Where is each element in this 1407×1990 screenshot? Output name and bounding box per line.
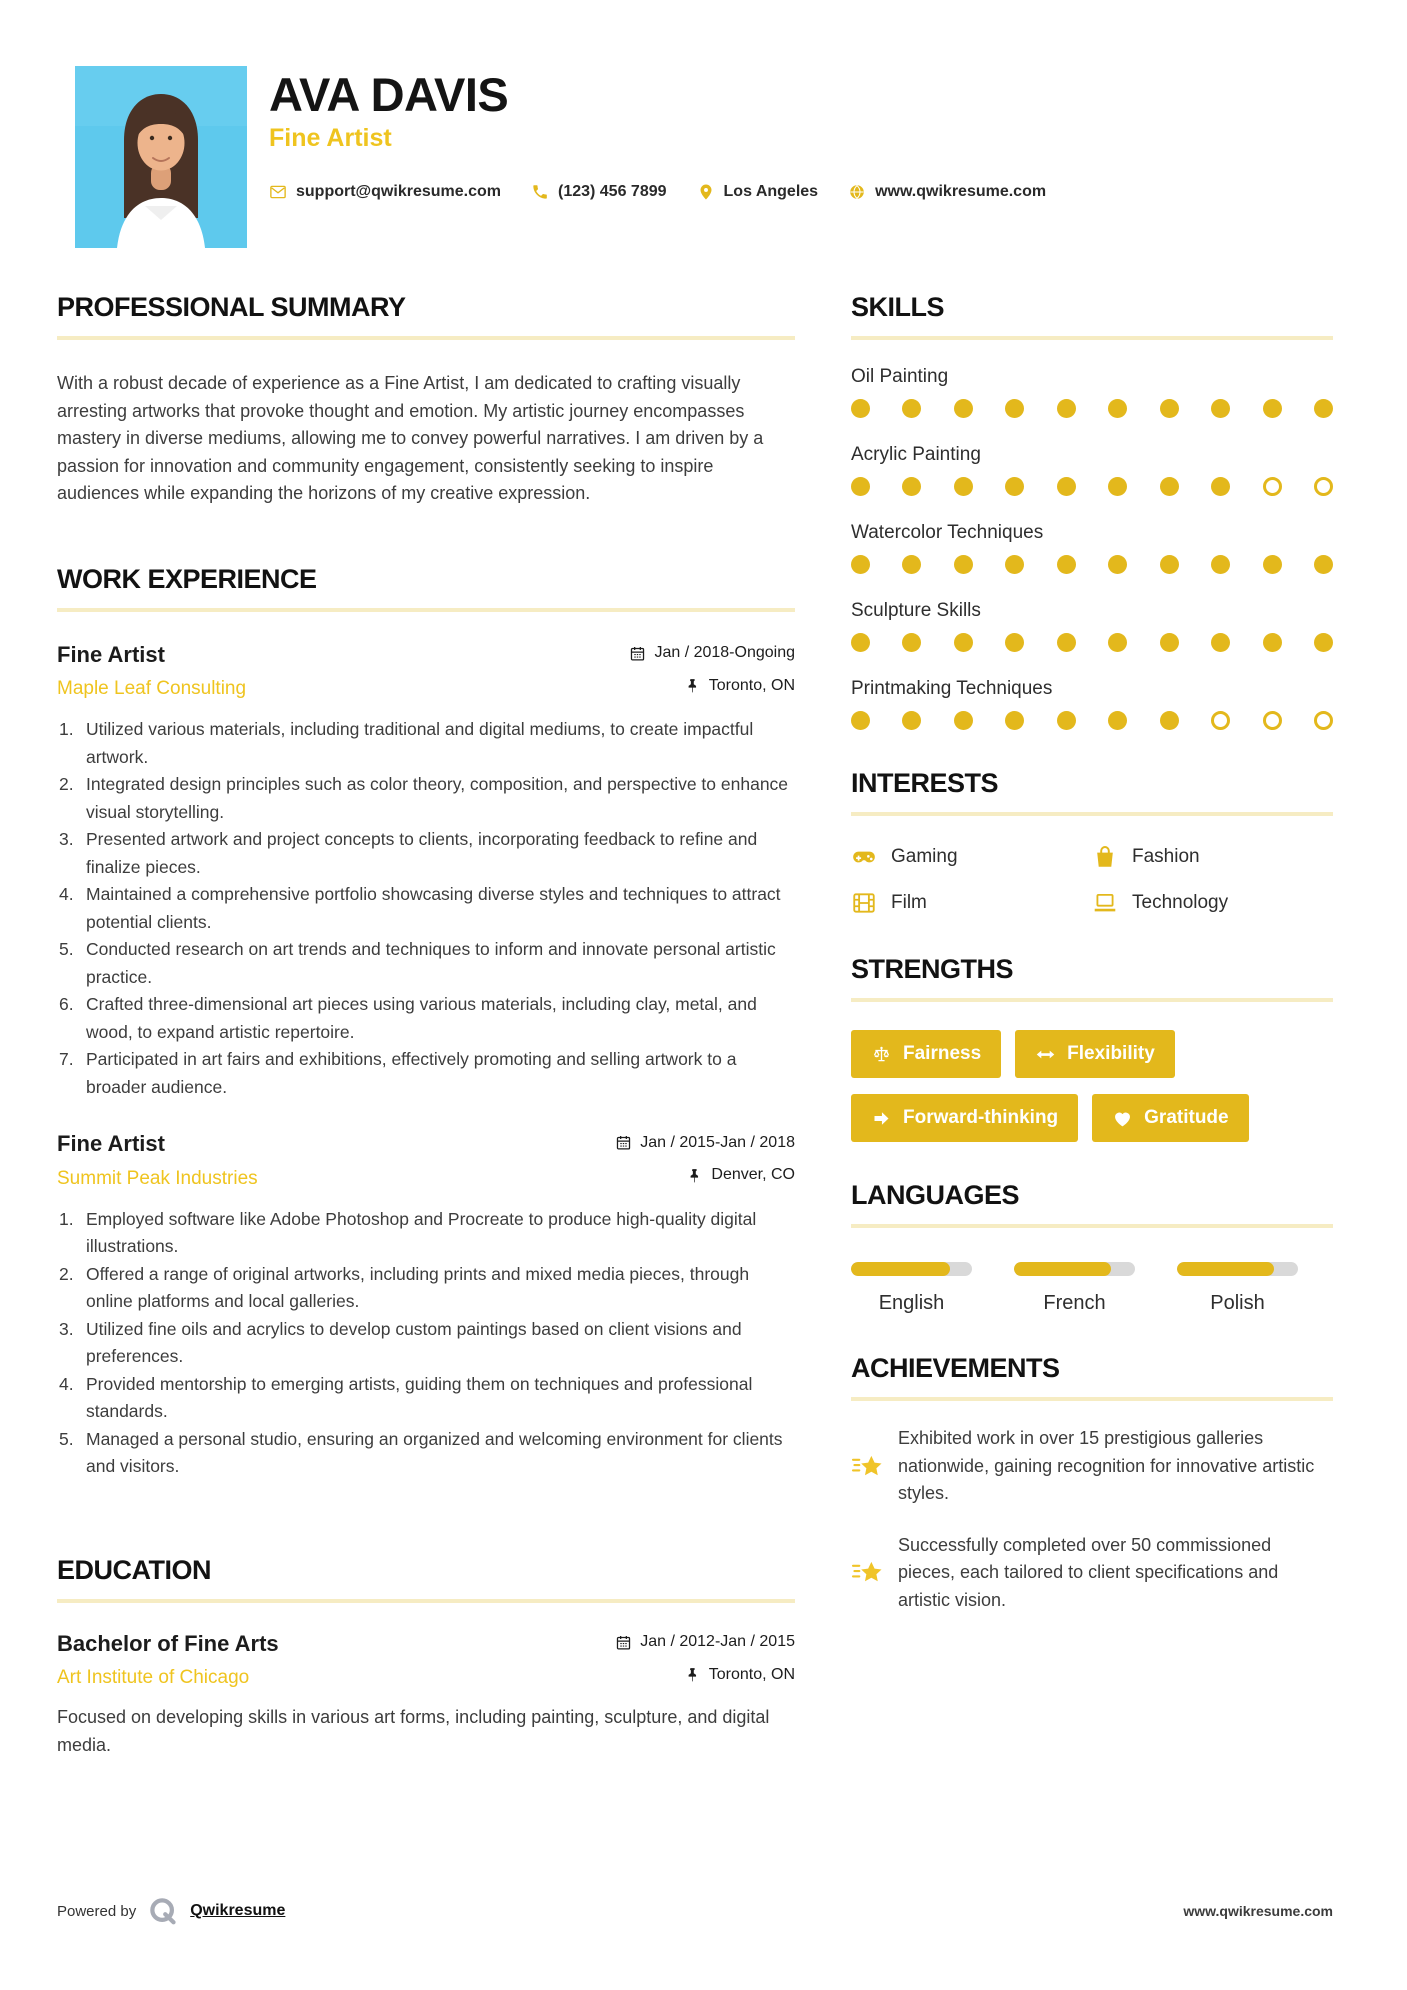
contact-item — [697, 183, 819, 201]
rating-dot-filled — [1211, 555, 1230, 574]
bullet-number: 4. — [59, 1373, 74, 1394]
company-name: Maple Leaf Consulting — [57, 678, 247, 699]
pushpin-icon — [684, 677, 701, 694]
education-heading: EDUCATION — [57, 1554, 211, 1585]
candidate-name: AVA DAVIS — [269, 68, 509, 121]
rating-dot-filled — [954, 555, 973, 574]
rating-dot-filled — [1263, 555, 1282, 574]
bullet-text: Provided mentorship to emerging artists, guiding them on techniques and professional standards. — [86, 1373, 753, 1421]
strength-label: Forward-thinking — [903, 1107, 1059, 1128]
achievement-text: Exhibited work in over 15 prestigious galleries nationwide, gaining recognition for innovative artistic styles. — [898, 1428, 1315, 1503]
interest-list — [851, 844, 1333, 916]
location-icon — [697, 183, 715, 201]
rating-dot-empty — [1211, 711, 1230, 730]
language-bar-track — [1014, 1262, 1135, 1276]
skill-name: Oil Painting — [851, 366, 949, 387]
language-bar-fill — [1014, 1262, 1111, 1276]
job-header — [57, 642, 795, 701]
rating-dot-filled — [1211, 477, 1230, 496]
rating-dot-filled — [1108, 399, 1127, 418]
rating-dot-filled — [1314, 633, 1333, 652]
interest-item — [851, 844, 1092, 870]
skill-item — [851, 678, 1333, 730]
job-location — [684, 677, 795, 695]
skill-rating — [851, 477, 1333, 496]
language-bar-fill — [851, 1262, 950, 1276]
gamepad-icon — [851, 844, 877, 870]
rating-dot-filled — [1314, 555, 1333, 574]
skill-item — [851, 600, 1333, 652]
globe-icon — [848, 183, 866, 201]
bullet-text: Offered a range of original artworks, including prints and mixed media pieces, through online platforms and local galleries. — [86, 1263, 750, 1311]
job-bullet — [57, 936, 795, 991]
laptop-icon — [1092, 890, 1118, 916]
rating-dot-filled — [954, 711, 973, 730]
interest-item — [851, 890, 1092, 916]
rating-dot-filled — [1005, 477, 1024, 496]
job-bullet — [57, 771, 795, 826]
rating-dot-filled — [1211, 399, 1230, 418]
strengths-heading: STRENGTHS — [851, 954, 1014, 984]
interests-heading: INTERESTS — [851, 768, 999, 798]
section-rule — [851, 336, 1333, 340]
skill-name: Sculpture Skills — [851, 600, 981, 621]
job-location-text: Toronto, ON — [708, 676, 795, 694]
bullet-text: Presented artwork and project concepts to clients, incorporating feedback to refine and finalize pieces. — [86, 829, 758, 877]
rating-dot-filled — [1263, 633, 1282, 652]
job-location — [686, 1166, 795, 1184]
heart-icon — [1112, 1108, 1133, 1129]
interest-label: Technology — [1132, 892, 1229, 913]
school-name: Art Institute of Chicago — [57, 1667, 250, 1688]
contact-item — [531, 183, 667, 201]
language-item — [1177, 1262, 1298, 1315]
education-date — [615, 1633, 795, 1651]
skill-rating — [851, 555, 1333, 574]
skill-name: Printmaking Techniques — [851, 678, 1053, 699]
job-bullet — [57, 1206, 795, 1261]
interests-section — [851, 768, 1333, 916]
strength-badge — [851, 1094, 1078, 1142]
rating-dot-filled — [1160, 399, 1179, 418]
rating-dot-filled — [902, 711, 921, 730]
language-name: French — [1043, 1292, 1106, 1314]
pushpin-icon — [684, 1666, 701, 1683]
language-bar-fill — [1177, 1262, 1274, 1276]
achievement-item — [851, 1425, 1333, 1508]
rating-dot-filled — [1211, 633, 1230, 652]
shopping-bag-icon — [1092, 844, 1118, 870]
arrows-left-right-icon — [1035, 1044, 1056, 1065]
bullet-number: 5. — [59, 1428, 74, 1449]
job-entry — [57, 1131, 795, 1481]
education-entry — [57, 1631, 795, 1690]
summary-section — [57, 292, 795, 508]
contact-text: (123) 456 7899 — [557, 183, 667, 201]
rating-dot-filled — [1057, 555, 1076, 574]
strength-badge — [1015, 1030, 1175, 1078]
bullet-number: 1. — [59, 1208, 74, 1229]
job-bullet — [57, 716, 795, 771]
bullet-text: Crafted three-dimensional art pieces using various materials, including clay, metal, and wood, to expand artistic repertoire. — [86, 994, 757, 1042]
rating-dot-filled — [902, 555, 921, 574]
rating-dot-filled — [851, 555, 870, 574]
bullet-number: 3. — [59, 829, 74, 849]
skill-name: Watercolor Techniques — [851, 522, 1044, 543]
rating-dot-empty — [1314, 477, 1333, 496]
section-rule — [57, 336, 795, 340]
language-bar-track — [851, 1262, 972, 1276]
star-shine-icon — [851, 1534, 884, 1615]
interest-label: Film — [891, 892, 927, 913]
powered-by-label: Powered by — [57, 1902, 137, 1920]
calendar-icon — [615, 1634, 632, 1651]
achievements-section — [851, 1353, 1333, 1614]
footer-website: www.qwikresume.com — [1183, 1903, 1333, 1919]
rating-dot-filled — [1005, 399, 1024, 418]
achievement-item — [851, 1532, 1333, 1615]
rating-dot-empty — [1263, 477, 1282, 496]
skill-name: Acrylic Painting — [851, 444, 981, 465]
rating-dot-filled — [1263, 399, 1282, 418]
rating-dot-filled — [954, 477, 973, 496]
language-name: English — [878, 1292, 945, 1314]
rating-dot-filled — [1005, 633, 1024, 652]
bullet-number: 2. — [59, 774, 74, 794]
strength-badge — [1092, 1094, 1248, 1142]
contact-row — [269, 183, 1046, 201]
skills-heading: SKILLS — [851, 292, 945, 322]
rating-dot-empty — [1263, 711, 1282, 730]
left-column — [57, 292, 795, 1759]
rating-dot-filled — [1057, 711, 1076, 730]
language-item — [1014, 1262, 1135, 1315]
bullet-text: Conducted research on art trends and techniques to inform and innovate personal artistic practice. — [86, 939, 776, 987]
skill-list — [851, 366, 1333, 730]
profile-photo — [75, 66, 247, 248]
right-column — [851, 292, 1333, 1759]
bullet-text: Utilized various materials, including traditional and digital mediums, to create impactful artwork. — [86, 719, 754, 767]
work-experience-section — [57, 564, 795, 1481]
achievement-list — [851, 1425, 1333, 1614]
rating-dot-filled — [851, 711, 870, 730]
job-bullet — [57, 1261, 795, 1316]
contact-text: www.qwikresume.com — [875, 183, 1047, 201]
job-bullet — [57, 881, 795, 936]
strengths-section — [851, 954, 1333, 1142]
section-rule — [851, 812, 1333, 816]
job-bullet — [57, 1046, 795, 1101]
rating-dot-filled — [1057, 633, 1076, 652]
education-date-text: Jan / 2012-Jan / 2015 — [640, 1633, 795, 1650]
rating-dot-filled — [851, 633, 870, 652]
bullet-text: Managed a personal studio, ensuring an organized and welcoming environment for clients and visitors. — [86, 1428, 783, 1476]
rating-dot-filled — [1314, 399, 1333, 418]
bullet-number: 2. — [59, 1263, 74, 1284]
language-item — [851, 1262, 972, 1315]
rating-dot-filled — [1108, 477, 1127, 496]
rating-dot-filled — [1108, 633, 1127, 652]
language-bar-track — [1177, 1262, 1298, 1276]
rating-dot-filled — [902, 477, 921, 496]
achievements-heading: ACHIEVEMENTS — [851, 1353, 1060, 1383]
achievement-text: Successfully completed over 50 commissioned pieces, each tailored to client specifications and artistic vision. — [898, 1534, 1279, 1610]
bullet-number: 7. — [59, 1049, 74, 1069]
education-description: Focused on developing skills in various art forms, including painting, sculpture, and digital media. — [57, 1707, 770, 1755]
bullet-text: Employed software like Adobe Photoshop and Procreate to produce high-quality digital illustrations. — [86, 1208, 757, 1256]
rating-dot-filled — [1005, 555, 1024, 574]
pushpin-icon — [686, 1167, 703, 1184]
powered-by — [57, 1896, 285, 1926]
company-name: Summit Peak Industries — [57, 1167, 258, 1189]
rating-dot-filled — [1057, 399, 1076, 418]
job-bullet — [57, 1371, 795, 1426]
bullet-text: Utilized fine oils and acrylics to develop custom paintings based on client visions and preferences. — [86, 1318, 742, 1366]
education-location — [684, 1666, 795, 1684]
rating-dot-filled — [1160, 711, 1179, 730]
interest-label: Gaming — [891, 846, 958, 867]
section-rule — [57, 608, 795, 612]
bullet-text: Maintained a comprehensive portfolio showcasing diverse styles and techniques to attract potential clients. — [86, 884, 781, 932]
calendar-icon — [615, 1134, 632, 1151]
strength-badge-list — [851, 1030, 1333, 1142]
skill-rating — [851, 633, 1333, 652]
rating-dot-filled — [1057, 477, 1076, 496]
job-title-text: Fine Artist — [57, 1131, 165, 1156]
languages-heading: LANGUAGES — [851, 1180, 1020, 1210]
bullet-number: 5. — [59, 939, 74, 959]
skill-item — [851, 444, 1333, 496]
section-rule — [851, 1224, 1333, 1228]
calendar-icon — [629, 645, 646, 662]
qwikresume-link[interactable]: Qwikresume — [190, 1902, 286, 1919]
interest-label: Fashion — [1132, 846, 1200, 867]
arrow-right-icon — [871, 1108, 892, 1129]
job-bullet-list — [57, 716, 795, 1101]
content-columns — [57, 292, 1333, 1759]
summary-text: With a robust decade of experience as a Fine Artist, I am dedicated to crafting visually arresting artworks that provoke thought and emotion. My artistic journey encompasses mastery in diverse mediums, allowing me to convey powerful narratives. I am driven by a passion for innovation and community engagement, consistently seeking to inspire audiences while expanding the horizons of my creative expression. — [57, 373, 764, 503]
languages-section — [851, 1180, 1333, 1315]
job-location-text: Denver, CO — [711, 1166, 795, 1183]
rating-dot-empty — [1314, 711, 1333, 730]
qwikresume-logo-icon — [148, 1896, 178, 1926]
language-name: Polish — [1210, 1292, 1265, 1314]
bullet-number: 4. — [59, 884, 74, 904]
education-section — [57, 1555, 795, 1760]
phone-icon — [531, 183, 549, 201]
skill-item — [851, 522, 1333, 574]
section-rule — [57, 1599, 795, 1603]
section-rule — [851, 1397, 1333, 1401]
interest-item — [1092, 844, 1333, 870]
header — [75, 66, 1046, 248]
job-title-text: Fine Artist — [57, 641, 165, 667]
education-location-text: Toronto, ON — [708, 1665, 795, 1683]
star-shine-icon — [851, 1427, 884, 1508]
skill-rating — [851, 711, 1333, 730]
job-bullet — [57, 1426, 795, 1481]
degree-title: Bachelor of Fine Arts — [57, 1630, 279, 1656]
contact-item[interactable] — [848, 183, 1046, 201]
contact-text: support@qwikresume.com — [296, 183, 501, 201]
rating-dot-filled — [1108, 711, 1127, 730]
footer — [57, 1896, 1333, 1926]
language-list — [851, 1262, 1333, 1315]
job-list — [57, 642, 795, 1481]
candidate-title: Fine Artist — [269, 124, 392, 153]
job-bullet — [57, 826, 795, 881]
strength-label: Gratitude — [1144, 1107, 1229, 1128]
bullet-number: 1. — [59, 719, 74, 739]
rating-dot-filled — [851, 399, 870, 418]
job-date — [615, 1134, 795, 1152]
rating-dot-filled — [851, 477, 870, 496]
bullet-number: 6. — [59, 994, 74, 1014]
bullet-text: Participated in art fairs and exhibitions, effectively promoting and selling artwork to a broader audience. — [86, 1049, 737, 1097]
skill-item — [851, 366, 1333, 418]
summary-heading: PROFESSIONAL SUMMARY — [57, 292, 406, 322]
strength-label: Flexibility — [1067, 1043, 1155, 1064]
email-icon — [269, 183, 287, 201]
strength-badge — [851, 1030, 1001, 1078]
job-bullet — [57, 1316, 795, 1371]
rating-dot-filled — [1160, 633, 1179, 652]
work-heading: WORK EXPERIENCE — [57, 563, 317, 594]
rating-dot-filled — [1160, 555, 1179, 574]
job-date — [629, 644, 795, 662]
bullet-number: 3. — [59, 1318, 74, 1339]
rating-dot-filled — [1160, 477, 1179, 496]
bullet-text: Integrated design principles such as color theory, composition, and perspective to enhance visual storytelling. — [86, 774, 789, 822]
profile-photo-illustration — [75, 66, 247, 248]
rating-dot-filled — [1005, 711, 1024, 730]
rating-dot-filled — [954, 399, 973, 418]
rating-dot-filled — [1108, 555, 1127, 574]
job-date-text: Jan / 2018-Ongoing — [654, 644, 795, 661]
interest-item — [1092, 890, 1333, 916]
contact-item[interactable] — [269, 183, 501, 201]
job-date-text: Jan / 2015-Jan / 2018 — [640, 1133, 795, 1151]
strength-label: Fairness — [903, 1043, 982, 1064]
film-icon — [851, 890, 877, 916]
job-entry — [57, 642, 795, 1102]
contact-text: Los Angeles — [723, 183, 819, 201]
skill-rating — [851, 399, 1333, 418]
rating-dot-filled — [902, 399, 921, 418]
job-header — [57, 1131, 795, 1190]
section-rule — [851, 998, 1333, 1002]
rating-dot-filled — [954, 633, 973, 652]
skills-section — [851, 292, 1333, 730]
rating-dot-filled — [902, 633, 921, 652]
job-bullet — [57, 991, 795, 1046]
scales-icon — [871, 1044, 892, 1065]
job-bullet-list — [57, 1206, 795, 1481]
